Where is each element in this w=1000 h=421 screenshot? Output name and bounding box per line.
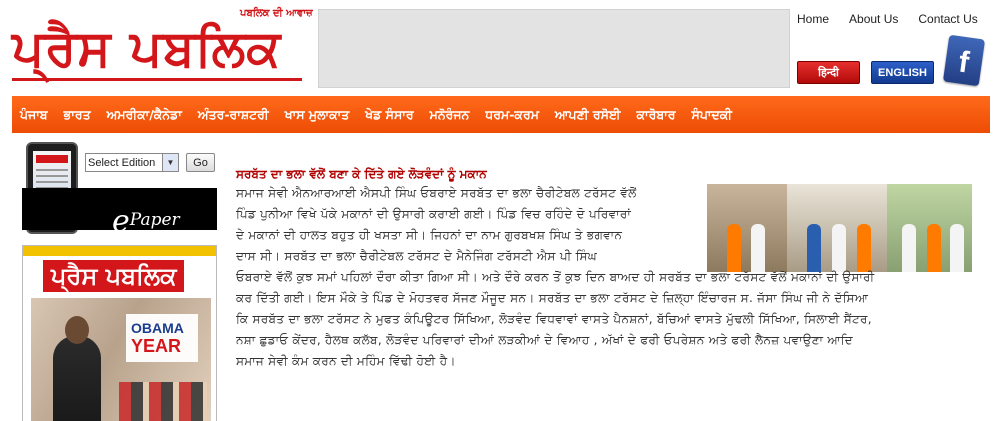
ad-banner-placeholder [318,9,790,88]
article-line: ਸਮਾਜ ਸੇਵੀ ਕੰਮ ਕਰਨ ਦੀ ਮਹਿੰਮ ਵਿੱਢੀ ਹੋਈ ਹੈ। [236,354,456,368]
chevron-down-icon[interactable]: ▼ [162,154,178,171]
paper-photo-person [53,336,101,421]
main-nav [12,96,990,133]
contact-us-link[interactable]: Contact Us [918,12,978,26]
paper-headline-line2: YEAR [131,336,182,356]
nav-item-sports[interactable]: ਖੇਡ ਸੰਸਾਰ [365,106,414,122]
nav-item-america-canada[interactable]: ਅਮਰੀਕਾ/ਕੈਨੇਡਾ [106,106,182,122]
paper-photo [31,298,211,421]
edition-select[interactable] [85,153,179,172]
article-line: ਦੇ ਮਕਾਨਾਂ ਦੀ ਹਾਲਤ ਬਹੁਤ ਹੀ ਖਸਤਾ ਸੀ। ਜਿਹਨਾਂ ਦਾ ਨਾਮ ਗੁਰਬਖਸ਼ ਸਿੰਘ ਤੇ ਭਗਵਾਨ [236,228,623,242]
site-logo[interactable] [12,8,312,90]
article-line: ਦਾਸ ਸੀ। ਸਰਬੱਤ ਦਾ ਭਲਾ ਚੈਰੀਟੇਬਲ ਟਰੱਸਟ ਦੇ ਮੈਨੇਜਿੰਗ ਟਰੱਸਟੀ ਐਸ ਪੀ ਸਿੰਘ [236,249,597,263]
go-button[interactable]: Go [186,153,215,172]
nav-item-religion[interactable]: ਧਰਮ-ਕਰਮ [485,106,539,122]
paper-masthead: ਪ੍ਰੈਸ ਪਬਲਿਕ [43,260,184,292]
edition-select-value: Select Edition [88,156,156,169]
article-line: ਓਬਰਾਏ ਵੱਲੋਂ ਕੁਝ ਸਮਾਂ ਪਹਿਲਾਂ ਦੌਰਾ ਕੀਤਾ ਗਿਆ ਸੀ। ਅਤੇ ਦੌਰੇ ਕਰਨ ਤੋਂ ਕੁਝ ਦਿਨ ਬਾਅਦ ਹੀ ਸਰਬੱਤ ਦਾ ਭਲਾ ਟਰੱਸਟ ਵੱਲੋਂ ਮਕਾਨਾਂ ਦੀ ਉਸਾਰੀ [236,270,875,284]
nav-item-international[interactable]: ਅੰਤਰ-ਰਾਸ਼ਟਰੀ [197,106,269,122]
logo-text: ਪ੍ਰੈਸ ਪਬਲਿਕ [12,19,282,77]
article-line: ਕਿ ਸਰਬੱਤ ਦਾ ਭਲਾ ਟਰੱਸਟ ਨੇ ਮੁਫਤ ਕੰਪਿਊਟਰ ਸਿੱਖਿਆ, ਲੋੜਵੰਦ ਵਿਧਵਾਵਾਂ ਵਾਸਤੇ ਪੈਨਸ਼ਨਾਂ, ਬੱਚਿਆਂ ਵਾਸਤੇ ਮੁੱਢਲੀ ਸਿੱਖਿਆ, ਸਿਲਾਈ ਸੈਂਟਰ, [236,312,872,326]
article-body [236,183,981,372]
article-line: ਪਿੰਡ ਪੁਨੀਆ ਵਿਖੇ ਪੱਕੇ ਮਕਾਨਾਂ ਦੀ ਉਸਾਰੀ ਕਰਾਈ ਗਈ। ਪਿੰਡ ਵਿਚ ਰਹਿੰਦੇ ਦੋ ਪਰਿਵਾਰਾਂ [236,207,632,221]
nav-item-editorial[interactable]: ਸੰਪਾਦਕੀ [691,106,733,122]
hindi-language-button[interactable]: हिन्दी [797,61,860,84]
logo-tagline: ਪਬਲਿਕ ਦੀ ਆਵਾਜ਼ [240,8,313,19]
article-line: ਨਸ਼ਾ ਛੁਡਾਓ ਕੇਂਦਰ, ਹੈਲਥ ਕਲੱਬ, ਲੋੜਵੰਦ ਪਰਿਵਾਰਾਂ ਦੀਆਂ ਲੜਕੀਆਂ ਦੇ ਵਿਆਹ , ਅੱਖਾਂ ਦੇ ਫਰੀ ਓਪਰੇਸ਼ਨ ਅਤੇ ਫਰੀ ਲੈਨਜ਼ ਪਵਾਉਣਾ ਆਦਿ [236,333,853,347]
epaper-thumbnail[interactable] [22,245,217,421]
nav-item-interview[interactable]: ਖਾਸ ਮੁਲਾਕਾਤ [284,106,350,122]
paper-headline-line1: OBAMA [131,320,184,336]
paper-photo-group [119,382,207,421]
epaper-word: Paper [129,210,180,230]
article-title[interactable]: ਸਰਬੱਤ ਦਾ ਭਲਾ ਵੱਲੋਂ ਬਣਾ ਕੇ ਦਿੱਤੇ ਗਏ ਲੋੜਵੰਦਾਂ ਨੂੰ ਮਕਾਨ [236,167,487,181]
facebook-icon[interactable]: f [943,35,985,87]
english-language-button[interactable]: ENGLISH [871,61,934,84]
nav-item-business[interactable]: ਕਾਰੋਬਾਰ [636,106,676,122]
nav-item-punjab[interactable]: ਪੰਜਾਬ [20,106,48,122]
home-link[interactable]: Home [797,12,830,26]
paper-top-strip [23,246,217,256]
epaper-banner[interactable] [22,188,217,239]
nav-item-bharat[interactable]: ਭਾਰਤ [63,106,91,122]
epaper-e: e [112,204,130,239]
about-us-link[interactable]: About Us [849,12,899,26]
top-links [797,12,978,26]
nav-item-entertainment[interactable]: ਮਨੋਰੰਜਨ [429,106,470,122]
logo-underline [12,78,302,81]
article-line: ਕਰ ਦਿੱਤੀ ਗਈ। ਇਸ ਮੌਕੇ ਤੇ ਪਿੰਡ ਦੇ ਮੋਹਤਵਰ ਸੱਜਣ ਮੌਜੂਦ ਸਨ। ਸਰਬੱਤ ਦਾ ਭਲਾ ਟਰੱਸਟ ਦੇ ਜ਼ਿਲ੍ਹਾ ਇੰਚਾਰਜ ਸ. ਜੱਸਾ ਸਿੰਘ ਜੀ ਨੇ ਦੱਸਿਆ [236,291,869,305]
article-line: ਸਮਾਜ ਸੇਵੀ ਐਨਆਰਆਈ ਐਸਪੀ ਸਿੰਘ ਓਬਰਾਏ ਸਰਬੱਤ ਦਾ ਭਲਾ ਚੈਰੀਟੇਬਲ ਟਰੱਸਟ ਵੱਲੋਂ [236,186,637,200]
epaper-label [112,198,180,239]
nav-item-kitchen[interactable]: ਆਪਣੀ ਰਸੋਈ [554,106,621,122]
